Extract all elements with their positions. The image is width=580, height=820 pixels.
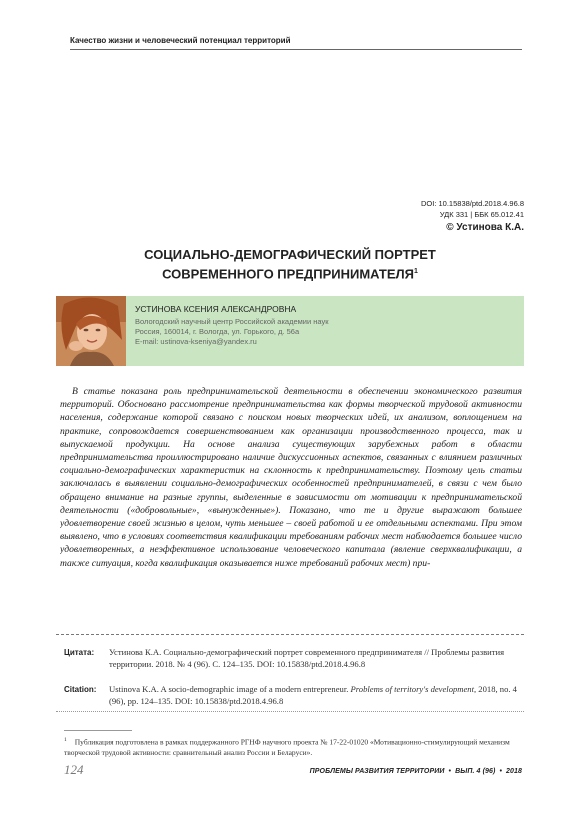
author-address: Россия, 160014, г. Вологда, ул. Горького, д. 56а (135, 327, 300, 336)
dashed-divider (56, 634, 524, 635)
footnote (64, 735, 524, 758)
abstract-text: В статье показана роль предпринимательской деятельности в обеспечении экономического развития территорий. Обосновано рассмотрение предпринимательства как формы творческой трудовой активности населения, содержание которой связано с поиском новых творческих идей, их анализом, воплощением на практике, сопровождается совершенствованием как организации производственного процесса, так и выпускаемой продукции. На основе анализа существующих зарубежных работ в области предпринимательства проиллюстрировано наличие дискуссионных аспектов, связанных с влиянием различных социально-демографических характеристик на склонность к предпринимательству. Поэтому цель статьи заключалась в выявлении социально-демографических особенностей предпринимателей, в связи с чем было обращено внимание на разные группы, выделенные в зависимости от мотивации к предпринимательской деятельности («добровольные», «вынужденные»). Показано, что те и другие выражают большее удовлетворение своей жизнью в целом, чуть меньшее – своей работой и ее отдельными аспектами. При этом выявлено, что в условиях соответствия квалификации требованиям рабочих мест наблюдается большее число удовлетворенных, а неэффективное использование человеческого капитала (явление сверхквалификации, а также ситуация, когда квалификация оказывается ниже требований рабочих мест) при- (60, 386, 522, 569)
footer-dot-1: • (448, 768, 452, 775)
footnote-text: Публикация подготовлена в рамках поддержанного РГНФ научного проекта № 17-22-01020 «Мотивационно-стимулирующий механизм творческой трудовой активности: сравнительный анализ России и Беларуси». (64, 737, 510, 757)
citation-en-label: Citation: (64, 685, 97, 694)
citation-ru (64, 647, 524, 670)
citation-en-text-before: Ustinova K.A. A socio-demographic image of a modern entrepreneur. (109, 684, 351, 694)
author-box (56, 296, 524, 366)
author-name: УСТИНОВА КСЕНИЯ АЛЕКСАНДРОВНА (135, 304, 297, 314)
title-line-2: СОВРЕМЕННОГО ПРЕДПРИНИМАТЕЛЯ (162, 266, 414, 282)
journal-year: 2018 (506, 768, 522, 775)
page-number: 124 (64, 762, 84, 777)
citation-en-text-after: , 2018, no. 4 (96), pp. 124–135. DOI: 10.15838/ptd.2018.4.96.8 (109, 684, 517, 706)
abstract (60, 385, 522, 623)
journal-footer (310, 768, 522, 775)
author-email[interactable]: E-mail: ustinova-kseniya@yandex.ru (135, 337, 257, 346)
journal-name: ПРОБЛЕМЫ РАЗВИТИЯ ТЕРРИТОРИИ (309, 768, 445, 775)
author-organization: Вологодский научный центр Российской академии наук (135, 317, 329, 326)
citation-en-text (109, 684, 524, 707)
article-meta (421, 198, 524, 235)
citation-en (64, 684, 524, 707)
doi: DOI: 10.15838/ptd.2018.4.96.8 (421, 199, 524, 208)
citation-ru-text: Устинова К.А. Социально-демографический портрет современного предпринимателя // Проблемы развития территории. 2018. № 4 (96). С. 124–135. DOI: 10.15838/ptd.2018.4.96.8 (109, 647, 505, 669)
title-footnote-mark: 1 (414, 268, 418, 275)
author-info (135, 304, 518, 347)
running-head: Качество жизни и человеческий потенциал территорий (70, 36, 522, 50)
footnote-rule (64, 730, 132, 731)
citation-ru-label: Цитата: (64, 648, 95, 657)
copyright: © Устинова К.А. (446, 222, 524, 233)
author-photo (56, 296, 126, 366)
dotted-divider (56, 711, 524, 712)
footnote-mark: 1 (64, 737, 67, 743)
title-line-1: СОЦИАЛЬНО-ДЕМОГРАФИЧЕСКИЙ ПОРТРЕТ (144, 247, 436, 262)
udk: УДК 331 | ББК 65.012.41 (439, 210, 524, 219)
journal-issue: ВЫП. 4 (96) (455, 768, 496, 775)
citation-en-journal: Problems of territory's development (350, 684, 474, 694)
article-title (60, 246, 520, 282)
footer-dot-2: • (499, 768, 503, 775)
